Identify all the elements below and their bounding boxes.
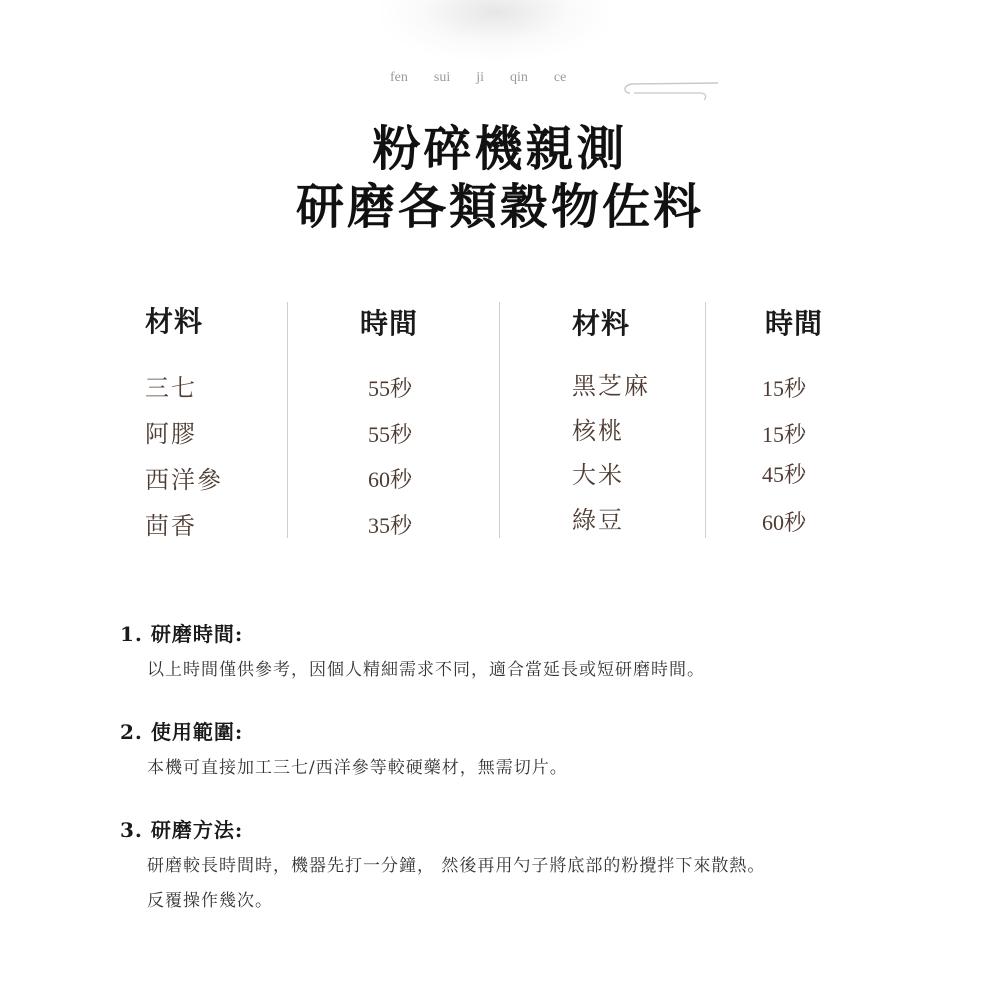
note-grinding-method bbox=[120, 814, 940, 919]
right-material-cell: 黑芝麻 bbox=[572, 372, 650, 400]
note-title: 3. 研磨方法: bbox=[120, 818, 244, 842]
pinyin-syllable: ce bbox=[553, 70, 567, 85]
left-material-cell: 茴香 bbox=[145, 512, 197, 540]
left-time-cell: 55秒 bbox=[368, 422, 413, 447]
right-time-cell: 15秒 bbox=[762, 422, 807, 447]
note-text: 以上時間僅供參考，因個人精細需求不同，適合當延長或短研磨時間。 bbox=[147, 660, 705, 680]
left-material-cell: 阿膠 bbox=[145, 420, 197, 448]
page-title-line-1: 粉碎機親測 bbox=[372, 121, 628, 177]
page-title-line-2: 研磨各類穀物佐料 bbox=[295, 179, 704, 235]
left-time-cell: 55秒 bbox=[368, 376, 413, 401]
right-material-header: 材料 bbox=[572, 307, 631, 340]
pinyin-syllable: sui bbox=[433, 70, 451, 85]
note-title: 2. 使用範圍: bbox=[120, 720, 244, 744]
left-time-cell: 60秒 bbox=[368, 467, 413, 492]
column-divider bbox=[705, 302, 706, 538]
right-material-cell: 大米 bbox=[572, 461, 624, 489]
pinyin-syllable: ji bbox=[476, 70, 485, 85]
note-grinding-time bbox=[120, 618, 940, 688]
left-material-cell: 西洋參 bbox=[145, 466, 223, 494]
hook-line-decoration bbox=[620, 75, 720, 105]
left-material-header: 材料 bbox=[145, 305, 204, 338]
note-text: 反覆操作幾次。 bbox=[147, 891, 273, 911]
left-time-header: 時間 bbox=[360, 307, 419, 340]
left-material-cell: 三七 bbox=[145, 374, 197, 402]
column-divider bbox=[287, 302, 288, 538]
note-text: 本機可直接加工三七/西洋參等較硬藥材，無需切片。 bbox=[147, 758, 568, 778]
pinyin-syllable: qin bbox=[510, 70, 528, 85]
pinyin-syllable: fen bbox=[390, 70, 408, 85]
right-time-cell: 45秒 bbox=[762, 462, 807, 487]
note-title: 1. 研磨時間: bbox=[120, 622, 244, 646]
note-usage-scope bbox=[120, 716, 940, 786]
usage-notes bbox=[120, 618, 940, 947]
right-time-cell: 15秒 bbox=[762, 376, 807, 401]
pinyin-line bbox=[390, 70, 566, 86]
note-text: 研磨較長時間時，機器先打一分鐘， 然後再用勺子將底部的粉攪拌下來散熱。 bbox=[147, 856, 766, 876]
right-time-header: 時間 bbox=[765, 307, 824, 340]
column-divider bbox=[499, 302, 500, 538]
right-material-cell: 核桃 bbox=[572, 417, 624, 445]
brush-stroke-decoration bbox=[380, 0, 610, 60]
right-time-cell: 60秒 bbox=[762, 510, 807, 535]
right-material-cell: 綠豆 bbox=[572, 506, 624, 534]
left-time-cell: 35秒 bbox=[368, 513, 413, 538]
